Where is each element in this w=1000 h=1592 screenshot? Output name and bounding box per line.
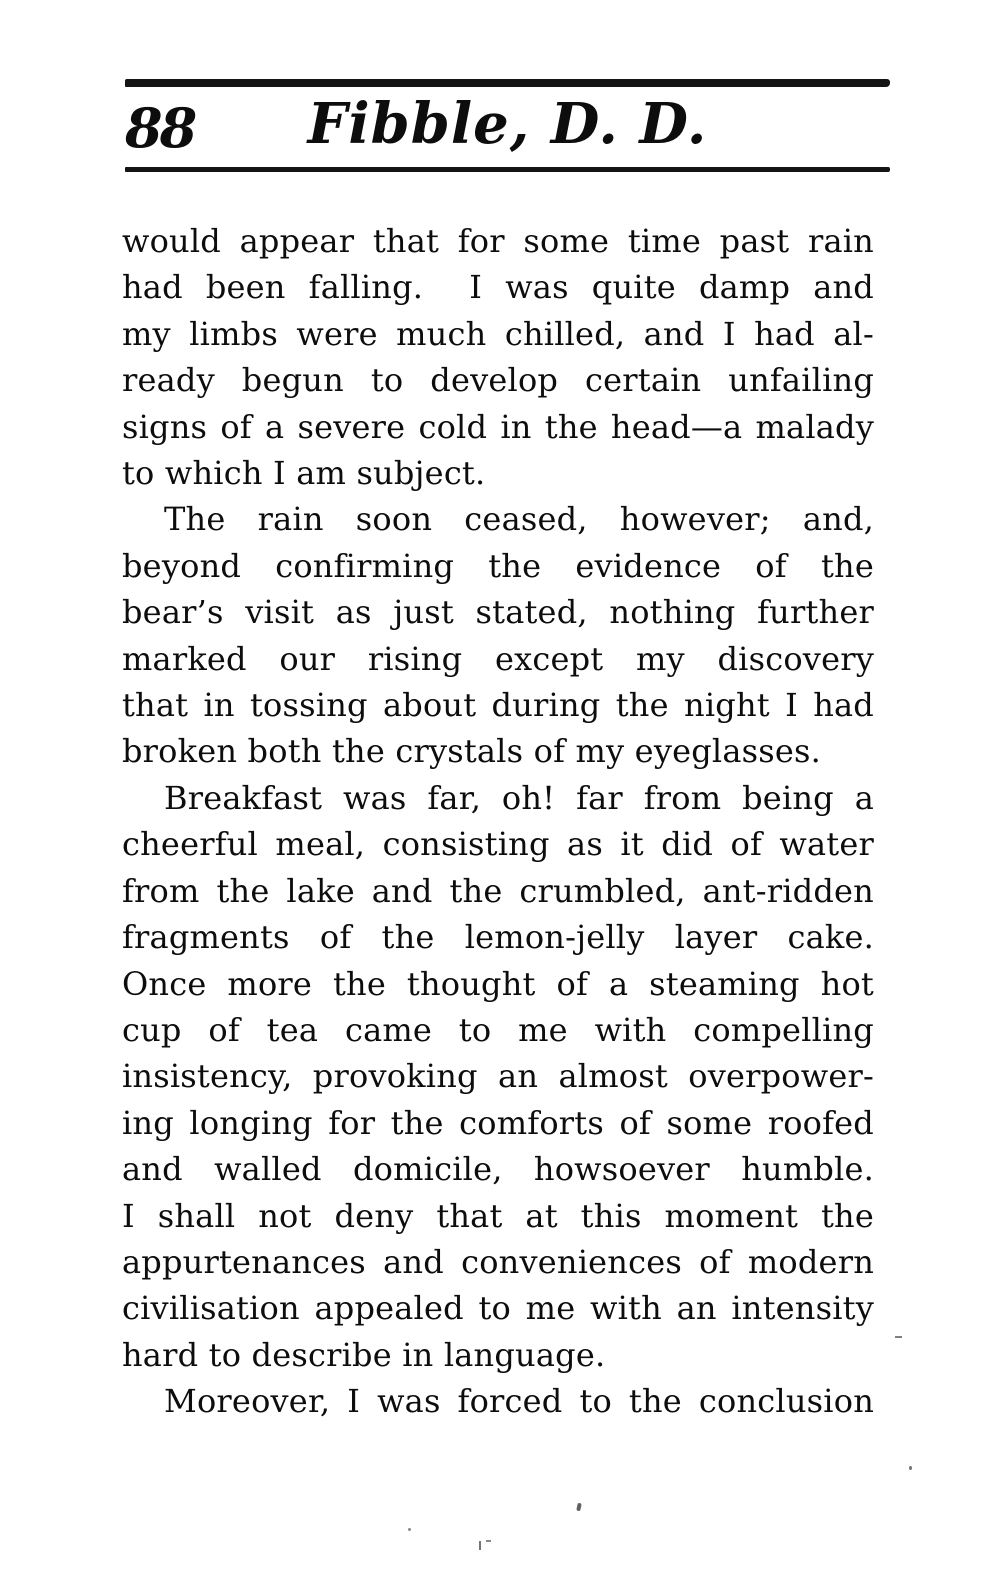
text-line: that in tossing about during the night I had [122,686,874,725]
text-line: insistency, provoking an almost overpower- [122,1057,874,1096]
text-line: signs of a severe cold in the head—a malady [122,407,874,446]
header-row [125,87,890,167]
text-line: and walled domicile, howsoever humble. [122,1150,874,1189]
text-line: Breakfast was far, oh! far from being a [164,778,874,817]
text-line: I shall not deny that at this moment the [122,1196,874,1235]
text-line: ing longing for the comforts of some roofed [122,1103,874,1142]
paragraph [122,496,874,774]
page-header [125,79,890,172]
text-line: The rain soon ceased, however; and, [164,500,874,539]
page-number: 88 [125,96,195,160]
text-line: broken both the crystals of my eyeglasses. [122,732,822,771]
paragraph [122,218,874,496]
header-rule-bottom [125,167,890,172]
paragraph [122,1378,874,1424]
text-line: beyond confirming the evidence of the [122,546,874,585]
page-text [122,218,874,1425]
text-line: hard to describe in language. [122,1335,606,1374]
text-line: from the lake and the crumbled, ant-ridden [122,871,874,910]
paragraph [122,775,874,1378]
text-line: bear’s visit as just stated, nothing further [122,593,874,632]
text-line: ready begun to develop certain unfailing [122,361,874,400]
text-line: Moreover, I was forced to the conclusion [164,1382,874,1421]
text-line: marked our rising except my discovery [122,639,874,678]
text-line: cheerful meal, consisting as it did of water [122,825,874,864]
scan-speck [576,1503,582,1512]
text-line: would appear that for some time past rain [122,222,874,260]
header-rule-top [125,79,890,87]
text-line: fragments of the lemon-jelly layer cake. [122,918,874,957]
text-line: appurtenances and conveniences of modern [122,1242,874,1281]
text-line: civilisation appealed to me with an intensity [122,1289,874,1328]
text-line: had been falling. I was quite damp and [122,268,874,307]
text-line: my limbs were much chilled, and I had al- [122,314,874,353]
text-line: to which I am subject. [122,454,486,493]
text-line: Once more the thought of a steaming hot [122,964,874,1003]
running-title: Fibble, D. D. [307,91,708,157]
scan-speck [479,1541,481,1550]
scan-speck [909,1466,912,1470]
scan-speck [895,1336,902,1338]
scan-speck [486,1540,491,1542]
scan-speck [408,1528,411,1531]
text-line: cup of tea came to me with compelling [122,1010,874,1049]
